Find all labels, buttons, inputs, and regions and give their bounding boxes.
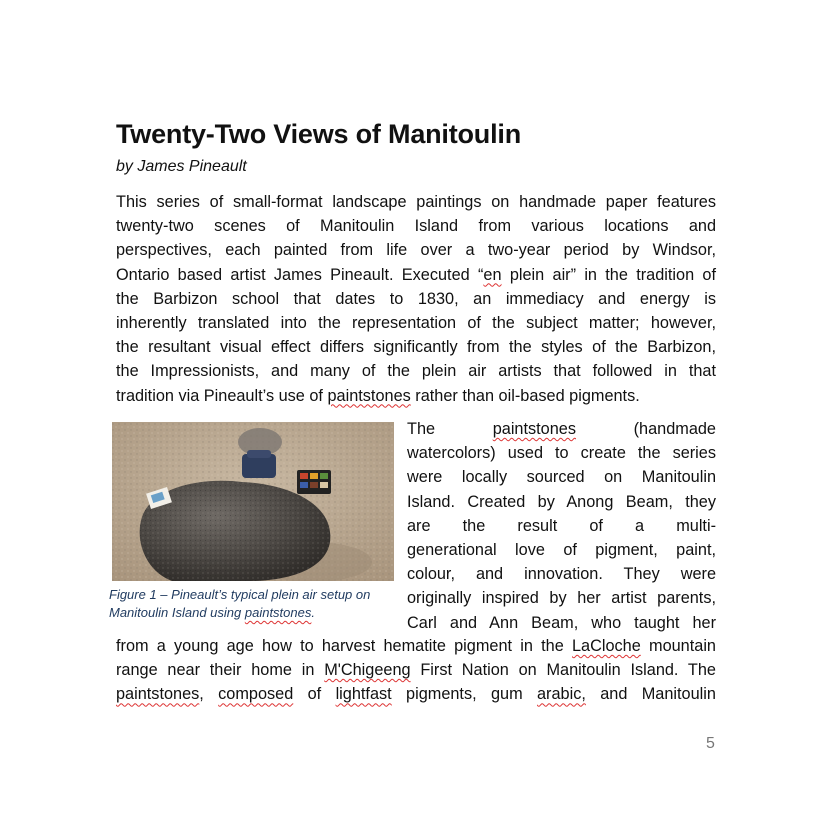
text-line: inherently translated into the representation of the subject matter; however, bbox=[116, 314, 716, 333]
paragraph-continued bbox=[116, 634, 716, 707]
text-line: perspectives, each painted from life over a two-year period by Windsor, bbox=[116, 241, 716, 260]
page-number: 5 bbox=[706, 735, 715, 752]
spellcheck-flag: lightfast bbox=[335, 685, 392, 704]
caption-line: Figure 1 – Pineault’s typical plein air setup on bbox=[109, 587, 371, 602]
text-line: range near their home in M'Chigeeng First Nation on Manitoulin Island. The bbox=[116, 661, 716, 680]
text-line: This series of small-format landscape paintings on handmade paper features bbox=[116, 193, 716, 211]
figure-caption bbox=[109, 586, 404, 622]
document-title: Twenty-Two Views of Manitoulin bbox=[116, 119, 521, 149]
paragraph-intro bbox=[116, 190, 716, 408]
text-line: Carl and Ann Beam, who taught her bbox=[407, 613, 716, 632]
spellcheck-flag: LaCloche bbox=[572, 637, 641, 655]
text-line: The paintstones (handmade bbox=[407, 420, 716, 438]
text-line: twenty-two scenes of Manitoulin Island from various locations and bbox=[116, 217, 716, 236]
text-line: colour, and innovation. They were bbox=[407, 565, 716, 584]
text-line: the resultant visual effect differs significantly from the styles of the Barbizon, bbox=[116, 338, 716, 357]
author-byline: by James Pineault bbox=[116, 158, 247, 175]
spellcheck-flag: M'Chigeeng bbox=[324, 661, 411, 680]
text-line: were locally sourced on Manitoulin bbox=[407, 468, 716, 487]
spellcheck-flag: paintstones bbox=[492, 420, 576, 438]
text-line: the Barbizon school that dates to 1830, an immediacy and energy is bbox=[116, 289, 716, 308]
photo-image bbox=[112, 422, 394, 581]
text-line: tradition via Pineault’s use of paintstones rather than oil-based pigments. bbox=[116, 386, 640, 405]
spellcheck-flag: paintstones bbox=[244, 605, 312, 620]
text-line: the Impressionists, and many of the plein air artists that followed in that bbox=[116, 362, 716, 381]
text-line: originally inspired by her artist parents, bbox=[407, 589, 716, 608]
text-line: are the result of a multi- bbox=[407, 516, 716, 535]
paragraph-paintstones bbox=[407, 417, 716, 635]
text-line: Ontario based artist James Pineault. Executed “en plein air” in the tradition of bbox=[116, 265, 716, 284]
figure-photo-plein-air-setup bbox=[112, 422, 394, 581]
text-line: Island. Created by Anong Beam, they bbox=[407, 492, 716, 511]
spellcheck-flag: en bbox=[483, 265, 502, 284]
spellcheck-flag: arabic, bbox=[537, 685, 586, 704]
caption-line: Manitoulin Island using paintstones. bbox=[109, 605, 315, 620]
text-line: from a young age how to harvest hematite pigment in the LaCloche mountain bbox=[116, 637, 716, 655]
spellcheck-flag: paintstones bbox=[116, 685, 200, 704]
text-line: paintstones, composed of lightfast pigments, gum arabic, and Manitoulin bbox=[116, 685, 716, 704]
text-line: generational love of pigment, paint, bbox=[407, 541, 716, 560]
text-line: watercolors) used to create the series bbox=[407, 444, 716, 463]
spellcheck-flag: paintstones bbox=[327, 386, 411, 405]
spellcheck-flag: composed bbox=[218, 685, 294, 704]
